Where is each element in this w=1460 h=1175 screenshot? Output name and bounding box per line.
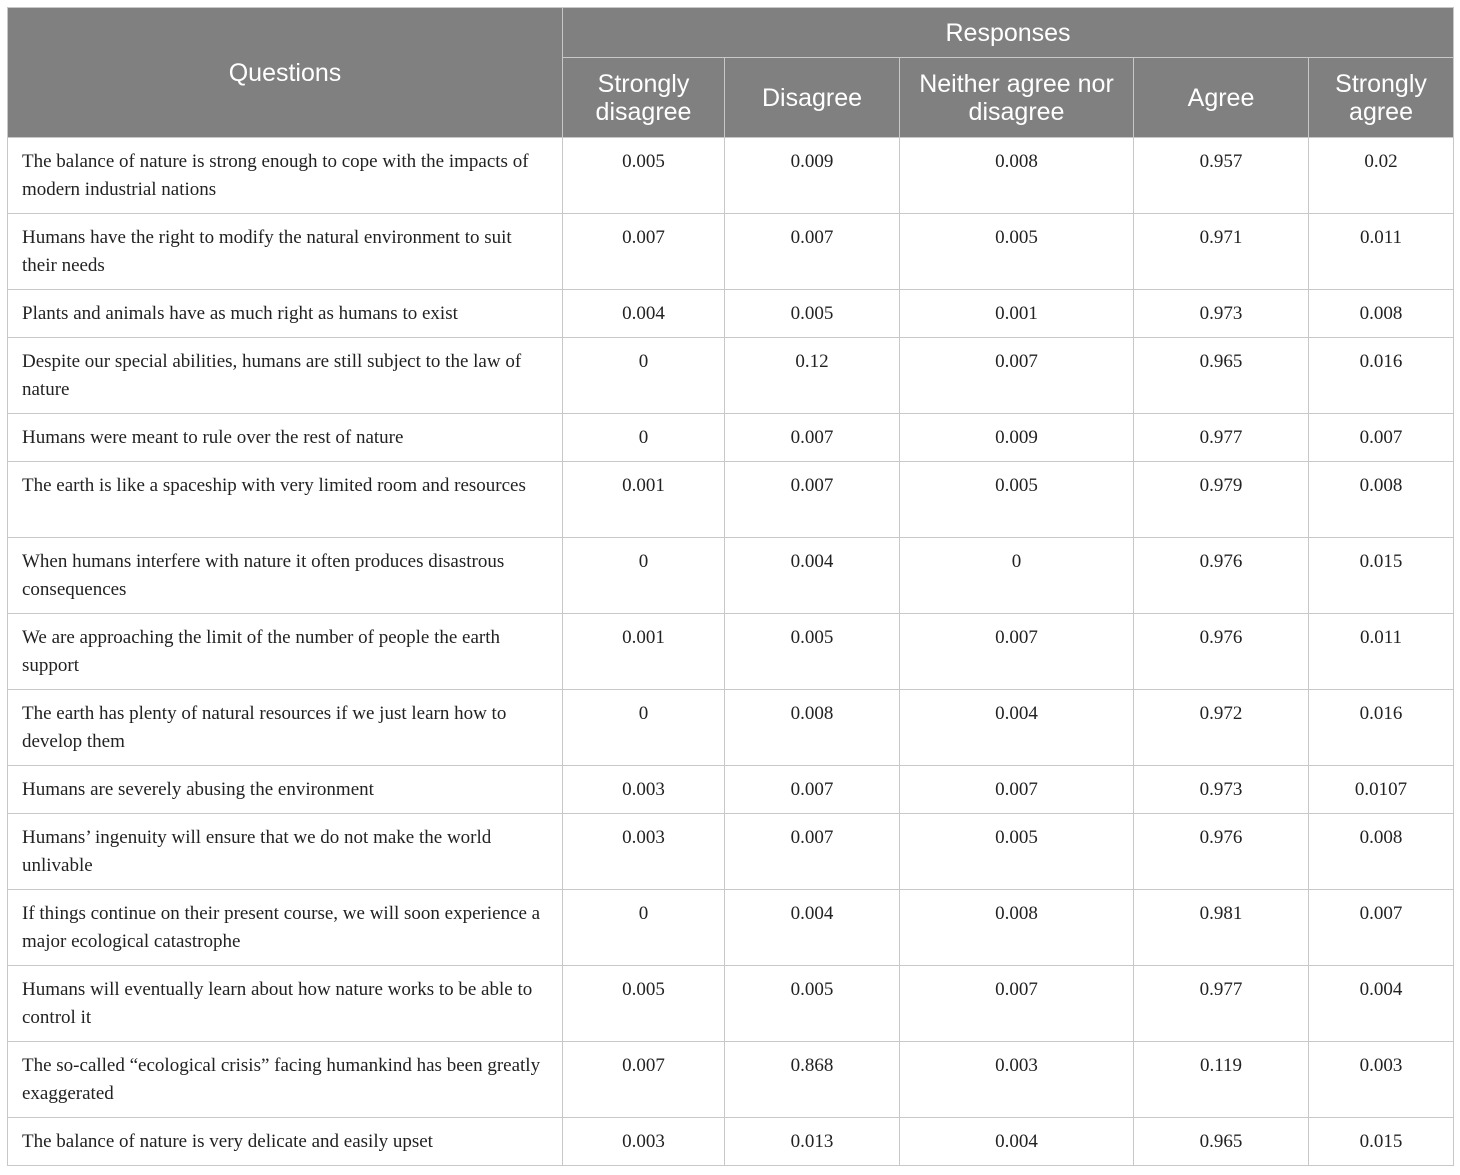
- value-cell: 0.12: [725, 338, 900, 414]
- value-cell: 0.007: [725, 462, 900, 538]
- value-cell: 0.004: [900, 690, 1134, 766]
- table-row: [8, 966, 1454, 1042]
- table-row: [8, 690, 1454, 766]
- table-row: [8, 338, 1454, 414]
- value-cell: 0.977: [1134, 414, 1309, 462]
- question-cell: The earth is like a spaceship with very limited room and resources: [8, 462, 563, 538]
- value-cell: 0.008: [1309, 290, 1454, 338]
- value-cell: 0.957: [1134, 138, 1309, 214]
- value-cell: 0.868: [725, 1042, 900, 1118]
- responses-header: Responses: [563, 8, 1454, 58]
- col-header-disagree: Disagree: [725, 58, 900, 138]
- value-cell: 0.005: [900, 214, 1134, 290]
- col-header-strongly-agree: Strongly agree: [1309, 58, 1454, 138]
- value-cell: 0.004: [725, 890, 900, 966]
- value-cell: 0.005: [900, 814, 1134, 890]
- value-cell: 0.965: [1134, 338, 1309, 414]
- value-cell: 0.003: [563, 1118, 725, 1166]
- value-cell: 0.009: [900, 414, 1134, 462]
- value-cell: 0.007: [1309, 890, 1454, 966]
- question-cell: Humans have the right to modify the natural environment to suit their needs: [8, 214, 563, 290]
- value-cell: 0.007: [900, 966, 1134, 1042]
- value-cell: 0.015: [1309, 1118, 1454, 1166]
- question-cell: Despite our special abilities, humans are still subject to the law of nature: [8, 338, 563, 414]
- value-cell: 0: [563, 690, 725, 766]
- value-cell: 0.977: [1134, 966, 1309, 1042]
- value-cell: 0: [900, 538, 1134, 614]
- value-cell: 0: [563, 338, 725, 414]
- value-cell: 0.0107: [1309, 766, 1454, 814]
- value-cell: 0.013: [725, 1118, 900, 1166]
- table-row: [8, 814, 1454, 890]
- table-row: [8, 890, 1454, 966]
- table-row: [8, 538, 1454, 614]
- value-cell: 0.976: [1134, 614, 1309, 690]
- value-cell: 0.004: [563, 290, 725, 338]
- value-cell: 0.973: [1134, 766, 1309, 814]
- col-header-strongly-disagree: Strongly disagree: [563, 58, 725, 138]
- table-row: [8, 1042, 1454, 1118]
- value-cell: 0.008: [900, 890, 1134, 966]
- table-row: [8, 1118, 1454, 1166]
- questions-header: Questions: [8, 8, 563, 138]
- value-cell: 0.003: [563, 766, 725, 814]
- value-cell: 0.011: [1309, 614, 1454, 690]
- value-cell: 0: [563, 890, 725, 966]
- question-cell: Humans are severely abusing the environment: [8, 766, 563, 814]
- question-cell: Humans will eventually learn about how nature works to be able to control it: [8, 966, 563, 1042]
- value-cell: 0.016: [1309, 338, 1454, 414]
- responses-table: [7, 7, 1454, 1166]
- value-cell: 0.005: [725, 290, 900, 338]
- value-cell: 0.007: [725, 414, 900, 462]
- value-cell: 0.003: [1309, 1042, 1454, 1118]
- value-cell: 0.973: [1134, 290, 1309, 338]
- value-cell: 0.005: [563, 138, 725, 214]
- question-cell: The balance of nature is very delicate and easily upset: [8, 1118, 563, 1166]
- value-cell: 0.001: [900, 290, 1134, 338]
- value-cell: 0.004: [1309, 966, 1454, 1042]
- question-cell: We are approaching the limit of the number of people the earth support: [8, 614, 563, 690]
- question-cell: The so-called “ecological crisis” facing humankind has been greatly exaggerated: [8, 1042, 563, 1118]
- value-cell: 0.004: [900, 1118, 1134, 1166]
- value-cell: 0.976: [1134, 538, 1309, 614]
- value-cell: 0.007: [1309, 414, 1454, 462]
- table-row: [8, 766, 1454, 814]
- value-cell: 0.011: [1309, 214, 1454, 290]
- table-row: [8, 414, 1454, 462]
- value-cell: 0.981: [1134, 890, 1309, 966]
- value-cell: 0.02: [1309, 138, 1454, 214]
- value-cell: 0.004: [725, 538, 900, 614]
- value-cell: 0.976: [1134, 814, 1309, 890]
- value-cell: 0.009: [725, 138, 900, 214]
- value-cell: 0.007: [900, 614, 1134, 690]
- value-cell: 0.008: [900, 138, 1134, 214]
- value-cell: 0.979: [1134, 462, 1309, 538]
- col-header-neither: Neither agree nor disagree: [900, 58, 1134, 138]
- question-cell: If things continue on their present course, we will soon experience a major ecological catastrophe: [8, 890, 563, 966]
- value-cell: 0.005: [725, 614, 900, 690]
- value-cell: 0.016: [1309, 690, 1454, 766]
- question-cell: Humans’ ingenuity will ensure that we do not make the world unlivable: [8, 814, 563, 890]
- value-cell: 0.015: [1309, 538, 1454, 614]
- value-cell: 0.007: [563, 1042, 725, 1118]
- value-cell: 0.007: [563, 214, 725, 290]
- value-cell: 0.003: [900, 1042, 1134, 1118]
- value-cell: 0.972: [1134, 690, 1309, 766]
- value-cell: 0.005: [563, 966, 725, 1042]
- value-cell: 0.005: [725, 966, 900, 1042]
- value-cell: 0.008: [1309, 814, 1454, 890]
- question-cell: When humans interfere with nature it often produces disastrous consequences: [8, 538, 563, 614]
- value-cell: 0: [563, 414, 725, 462]
- value-cell: 0.007: [725, 214, 900, 290]
- value-cell: 0.007: [725, 766, 900, 814]
- table-row: [8, 138, 1454, 214]
- value-cell: 0.119: [1134, 1042, 1309, 1118]
- question-cell: Plants and animals have as much right as humans to exist: [8, 290, 563, 338]
- value-cell: 0: [563, 538, 725, 614]
- col-header-agree: Agree: [1134, 58, 1309, 138]
- value-cell: 0.971: [1134, 214, 1309, 290]
- value-cell: 0.008: [725, 690, 900, 766]
- question-cell: The balance of nature is strong enough to cope with the impacts of modern industrial nations: [8, 138, 563, 214]
- table-row: [8, 614, 1454, 690]
- value-cell: 0.007: [725, 814, 900, 890]
- question-cell: The earth has plenty of natural resources if we just learn how to develop them: [8, 690, 563, 766]
- value-cell: 0.965: [1134, 1118, 1309, 1166]
- value-cell: 0.007: [900, 766, 1134, 814]
- value-cell: 0.008: [1309, 462, 1454, 538]
- table-row: [8, 462, 1454, 538]
- value-cell: 0.005: [900, 462, 1134, 538]
- table-row: [8, 214, 1454, 290]
- value-cell: 0.001: [563, 614, 725, 690]
- question-cell: Humans were meant to rule over the rest of nature: [8, 414, 563, 462]
- value-cell: 0.003: [563, 814, 725, 890]
- value-cell: 0.007: [900, 338, 1134, 414]
- table-row: [8, 290, 1454, 338]
- value-cell: 0.001: [563, 462, 725, 538]
